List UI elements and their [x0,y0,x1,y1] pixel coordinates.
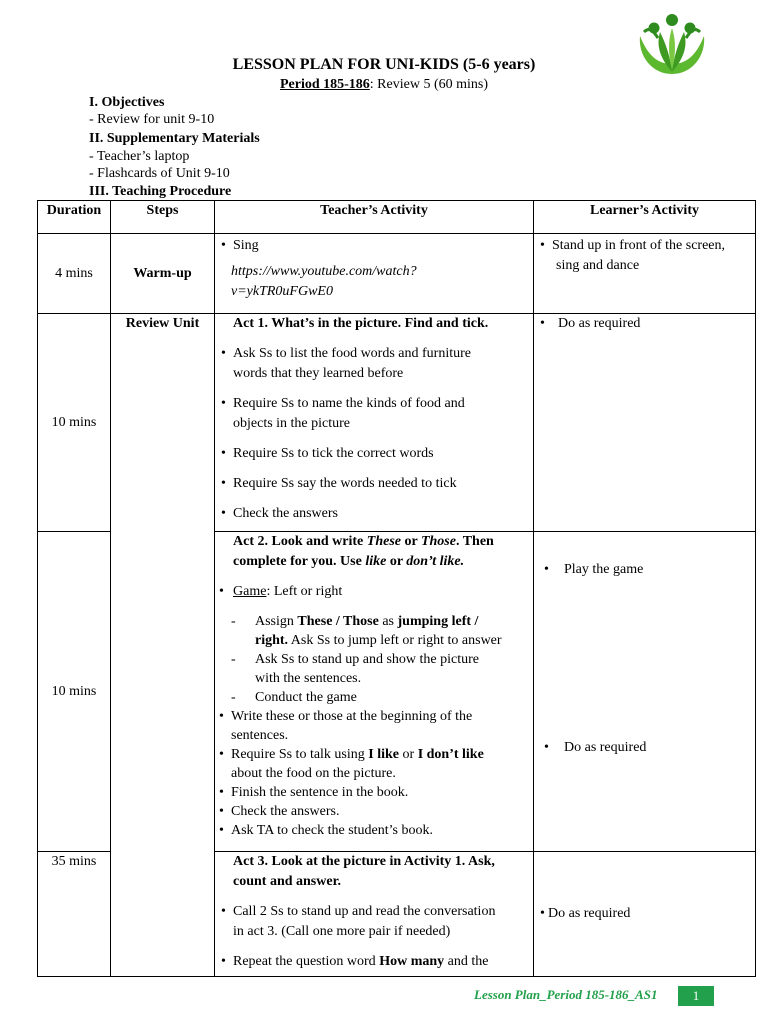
activity-heading-continued: count and answer. [233,874,342,889]
bullet-item: • Require Ss say the words needed to tick [221,474,527,494]
sub-item-continued: with the sentences. [255,671,362,686]
duration-cell: 4 mins [38,234,111,314]
bullet-item: • Check the answers [221,504,527,524]
period-detail: : Review 5 (60 mins) [369,77,489,92]
bullet-item-continued: objects in the picture [233,416,351,431]
bullet-item: • Check the answers. [219,802,527,821]
table-row-act1 [38,314,756,532]
bullet-item: • Require Ss to name the kinds of food and [221,394,527,414]
bullet-item: • Repeat the question word How many and the [221,952,527,972]
materials-item: - Flashcards of Unit 9-10 [89,166,230,181]
bullet-item: • Require Ss to talk using I like or I don’t like [219,745,527,764]
table-header-row [38,201,756,234]
bullet-item: • Sing [221,236,527,256]
bullet-item-continued: about the food on the picture. [231,766,396,781]
step-cell: Review Unit [111,314,215,977]
materials-item: - Teacher’s laptop [89,149,190,164]
bullet-item-continued: words that they learned before [233,366,404,381]
bullet-item: • Require Ss to tick the correct words [221,444,527,464]
page-number: 1 [678,986,714,1006]
bullet-item: • Finish the sentence in the book. [219,783,527,802]
learner-activity-cell [534,234,756,314]
song-link[interactable]: https://www.youtube.com/watch? [231,264,417,279]
bullet-item: • Ask TA to check the student’s book. [219,821,527,840]
step-cell: Warm-up [111,234,215,314]
bullet-item: • Play the game [544,560,749,580]
teaching-procedure-table [37,200,756,977]
duration-cell: 35 mins [38,852,111,977]
column-header-duration: Duration [38,201,111,234]
bullet-item: • Ask Ss to list the food words and furniture [221,344,527,364]
sub-item-continued: right. Ask Ss to jump left or right to answer [255,633,502,648]
sub-item: - Conduct the game [219,688,527,707]
song-link-continued[interactable]: v=ykTR0uFGwE0 [231,284,333,299]
table-row-warmup [38,234,756,314]
document-title: LESSON PLAN FOR UNI-KIDS (5-6 years) [232,56,536,73]
activity-heading-continued: complete for you. Use like or don’t like. [233,554,465,569]
sub-item: - Assign These / Those as jumping left / [219,612,527,631]
bullet-item: • Do as required [540,904,749,924]
learner-activity-cell [534,852,756,977]
teacher-activity-cell [215,532,534,852]
activity-heading: Act 1. What’s in the picture. Find and tick. [233,316,489,331]
bullet-item: • Stand up in front of the screen, [540,236,749,256]
bullet-item-continued: sentences. [231,728,289,743]
materials-heading: II. Supplementary Materials [89,131,260,146]
objectives-heading: I. Objectives [89,95,165,110]
activity-heading: Act 3. Look at the picture in Activity 1. Ask, [233,854,495,869]
teacher-activity-cell [215,314,534,532]
teacher-activity-cell [215,852,534,977]
bullet-item: • Call 2 Ss to stand up and read the conversation [221,902,527,922]
activity-heading: Act 2. Look and write These or Those. Then [233,534,494,549]
teacher-activity-cell [215,234,534,314]
period-label: Period 185-186 [279,77,370,92]
bullet-item: • Do as required [544,738,749,758]
duration-cell: 10 mins [38,532,111,852]
column-header-learner-activity: Learner’s Activity [534,201,756,234]
procedure-heading: III. Teaching Procedure [89,184,232,199]
bullet-item: • Do as required [540,314,749,334]
column-header-steps: Steps [111,201,215,234]
objectives-item: - Review for unit 9-10 [89,112,215,127]
bullet-item-continued: sing and dance [556,258,640,273]
footer-text: Lesson Plan_Period 185-186_AS1 [474,987,658,1002]
bullet-item: • Write these or those at the beginning of the [219,707,527,726]
column-header-teacher-activity: Teacher’s Activity [215,201,534,234]
learner-activity-cell [534,314,756,532]
period-line [0,77,768,93]
learner-activity-cell [534,532,756,852]
bullet-item-game: • Game: Left or right [219,582,527,602]
sub-item: - Ask Ss to stand up and show the picture [219,650,527,669]
duration-cell: 10 mins [38,314,111,532]
bullet-item-continued: in act 3. (Call one more pair if needed) [233,924,451,939]
